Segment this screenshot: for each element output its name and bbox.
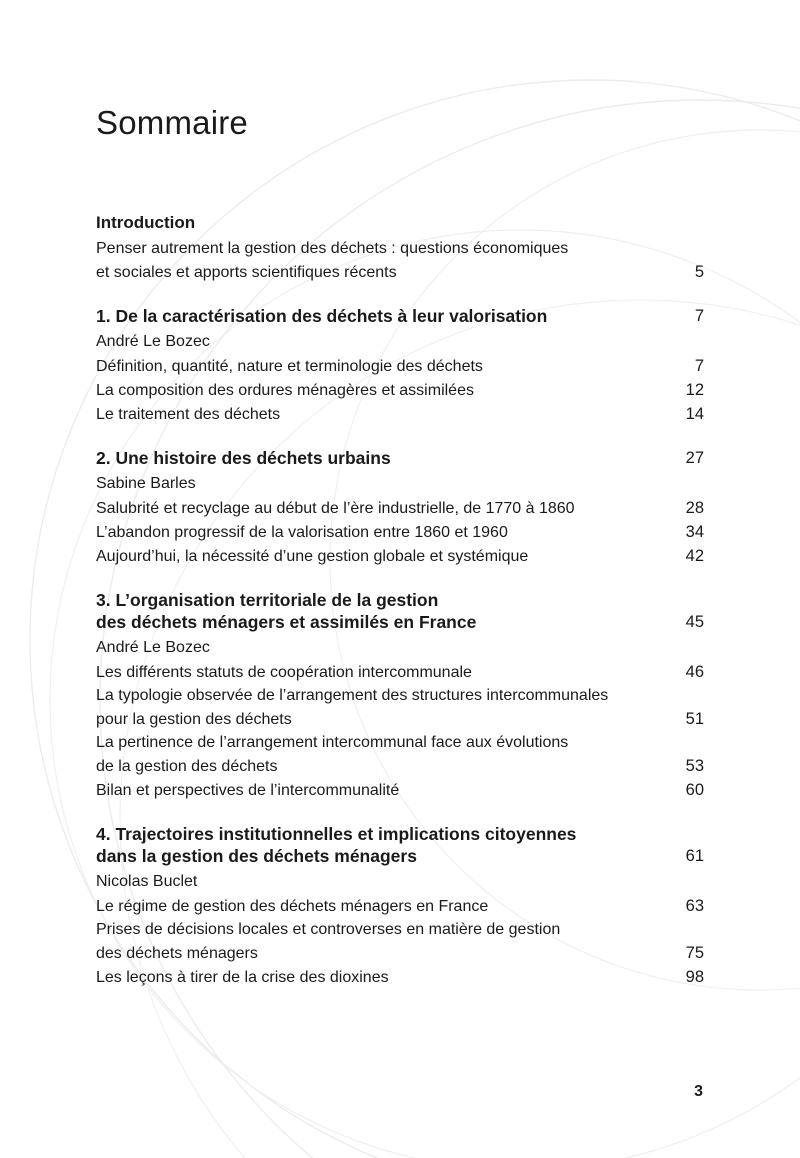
entry-title: Salubrité et recyclage au début de l’ère industrielle, de 1770 à 1860: [96, 499, 575, 517]
entry-page-number: 14: [685, 405, 704, 423]
toc-section-4: [96, 823, 704, 989]
section-title: Introduction: [96, 213, 196, 232]
section-title: 4. Trajectoires institutionnelles et implications citoyennes dans la gestion des déchets ménagers: [96, 824, 577, 866]
section-title: 3. L’organisation territoriale de la gestion des déchets ménagers et assimilés en France: [96, 590, 477, 632]
toc-entry[interactable]: [96, 778, 704, 802]
entry-page-number: 12: [685, 381, 704, 399]
entry-title: Prises de décisions locales et controverses en matière de gestion des déchets ménagers: [96, 921, 561, 962]
entry-page-number: 60: [685, 781, 704, 799]
page-folio: 3: [694, 1083, 703, 1100]
toc-section-3: [96, 589, 704, 802]
entry-title: La pertinence de l’arrangement intercommunal face aux évolutions de la gestion des déchets: [96, 734, 569, 775]
section-heading[interactable]: [96, 823, 704, 867]
toc-section-2: [96, 447, 704, 568]
entry-page-number: 53: [685, 757, 704, 775]
entry-page-number: 46: [685, 663, 704, 681]
toc-entry[interactable]: [96, 237, 704, 284]
entry-title: Les différents statuts de coopération intercommunale: [96, 663, 472, 681]
entry-title: La typologie observée de l’arrangement des structures intercommunales pour la gestion des déchets: [96, 687, 609, 728]
toc-entry[interactable]: [96, 918, 704, 965]
toc-entry[interactable]: [96, 354, 704, 378]
section-heading[interactable]: [96, 305, 704, 327]
section-author: André Le Bozec: [96, 333, 210, 350]
section-page-number: 45: [685, 613, 704, 631]
entry-page-number: 34: [685, 523, 704, 541]
toc-entry[interactable]: [96, 378, 704, 402]
entry-page-number: 75: [685, 944, 704, 962]
entry-page-number: 51: [685, 710, 704, 728]
page-title: Sommaire: [96, 104, 248, 141]
toc-entry[interactable]: [96, 660, 704, 684]
toc-entry[interactable]: [96, 894, 704, 918]
entry-title: Aujourd’hui, la nécessité d’une gestion globale et systémique: [96, 547, 529, 565]
entry-page-number: 28: [685, 499, 704, 517]
toc-section-1: [96, 305, 704, 426]
entry-page-number: 98: [685, 968, 704, 986]
section-heading[interactable]: [96, 589, 704, 633]
toc-entry[interactable]: [96, 684, 704, 731]
section-heading[interactable]: [96, 447, 704, 469]
section-author: André Le Bozec: [96, 639, 210, 656]
entry-page-number: 5: [694, 263, 704, 281]
toc-entry[interactable]: [96, 402, 704, 426]
entry-title: Définition, quantité, nature et terminologie des déchets: [96, 357, 483, 375]
entry-page-number: 63: [685, 897, 704, 915]
section-heading[interactable]: [96, 212, 704, 234]
entry-title: La composition des ordures ménagères et assimilées: [96, 381, 474, 399]
toc-section-introduction: [96, 212, 704, 284]
toc-entry[interactable]: [96, 496, 704, 520]
toc-entry[interactable]: [96, 965, 704, 989]
section-page-number: 27: [685, 449, 704, 467]
section-title: 1. De la caractérisation des déchets à leur valorisation: [96, 306, 548, 326]
table-of-contents: [96, 212, 704, 1010]
entry-title: Le traitement des déchets: [96, 405, 281, 423]
entry-title: Les leçons à tirer de la crise des dioxines: [96, 968, 389, 986]
toc-entry[interactable]: [96, 731, 704, 778]
section-title: 2. Une histoire des déchets urbains: [96, 448, 391, 468]
entry-title: Penser autrement la gestion des déchets : questions économiques et sociales et apports scientifiques récents: [96, 240, 569, 281]
toc-entry[interactable]: [96, 544, 704, 568]
section-author: Sabine Barles: [96, 475, 196, 492]
entry-page-number: 7: [694, 357, 704, 375]
entry-page-number: 42: [685, 547, 704, 565]
entry-title: L’abandon progressif de la valorisation entre 1860 et 1960: [96, 523, 508, 541]
toc-entry[interactable]: [96, 520, 704, 544]
entry-title: Le régime de gestion des déchets ménagers en France: [96, 897, 489, 915]
section-page-number: 7: [694, 307, 704, 325]
section-page-number: 61: [685, 847, 704, 865]
section-author: Nicolas Buclet: [96, 873, 198, 890]
entry-title: Bilan et perspectives de l’intercommunalité: [96, 781, 400, 799]
